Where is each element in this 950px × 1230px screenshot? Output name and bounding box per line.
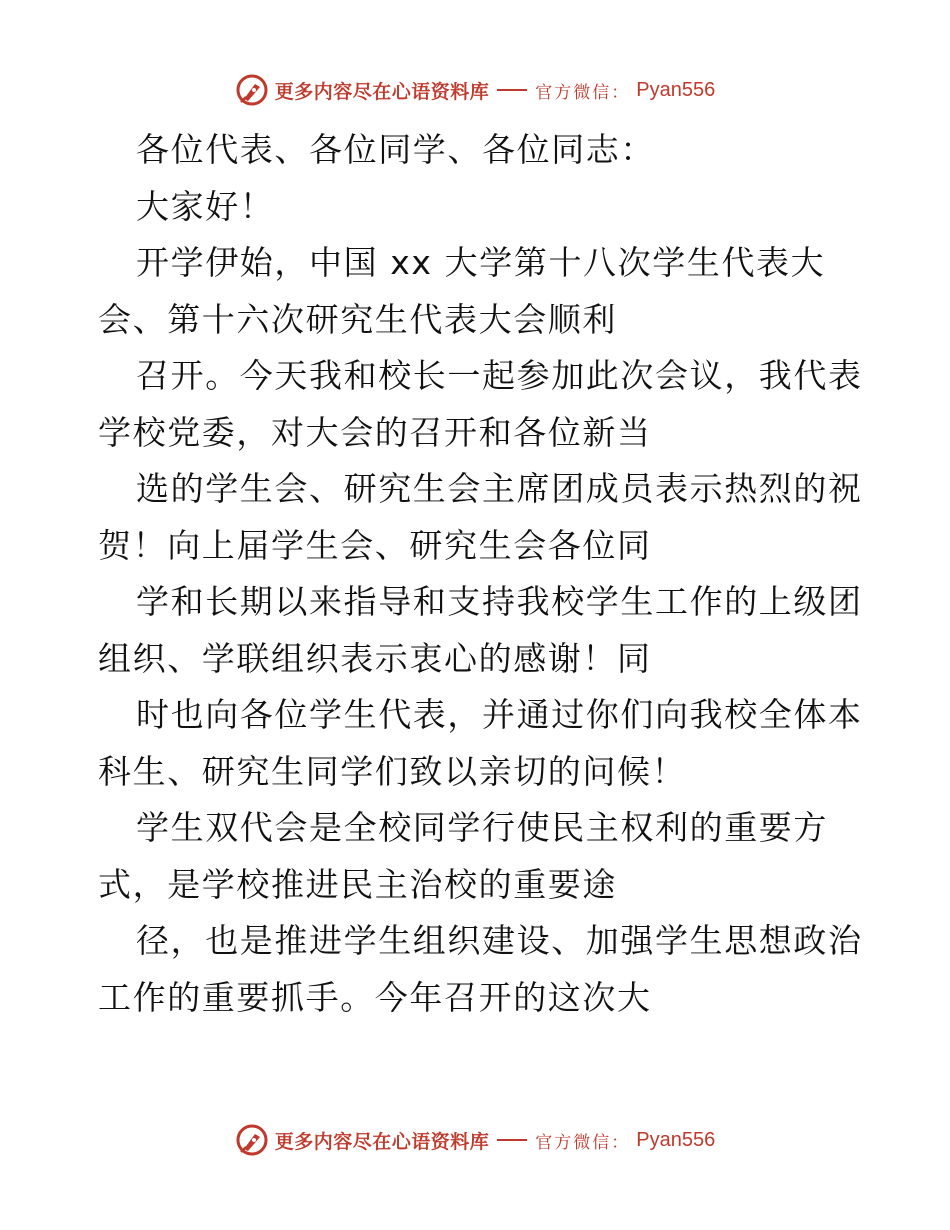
banner-brand-text: 更多内容尽在心语资料库 [274, 1130, 490, 1153]
banner-wechat-id: Pyan556 [636, 1128, 716, 1151]
pen-nib-logo-icon [235, 73, 269, 107]
body-line: 会、第十六次研究生代表大会顺利 [98, 299, 617, 339]
banner-dash [497, 1139, 527, 1141]
speech-body [98, 122, 863, 1026]
body-line: 开学伊始，中国 xx 大学第十八次学生代表大 [136, 243, 826, 282]
body-line: 工作的重要抓手。今年召开的这次大 [98, 977, 652, 1017]
banner-wechat-label: 官方微信： [535, 82, 631, 103]
pen-nib-logo-icon [235, 1123, 269, 1157]
body-line: 时也向各位学生代表，并通过你们向我校全体本 [136, 695, 863, 734]
header-banner [0, 70, 950, 110]
body-line: 贺！向上届学生会、研究生会各位同 [98, 525, 652, 565]
body-line: 学生双代会是全校同学行使民主权利的重要方 [136, 808, 828, 847]
body-line: 组织、学联组织表示衷心的感谢！同 [98, 638, 652, 678]
body-line: 召开。今天我和校长一起参加此次会议，我代表 [136, 356, 863, 395]
body-line: 径，也是推进学生组织建设、加强学生思想政治 [136, 921, 863, 960]
body-line: 大家好！ [136, 186, 275, 226]
body-line: 学校党委，对大会的召开和各位新当 [98, 412, 652, 452]
banner-wechat-id: Pyan556 [636, 78, 716, 101]
body-line: 学和长期以来指导和支持我校学生工作的上级团 [136, 582, 863, 621]
body-line: 选的学生会、研究生会主席团成员表示热烈的祝 [136, 469, 863, 508]
body-line: 科生、研究生同学们致以亲切的问候！ [98, 751, 687, 791]
banner-brand-text: 更多内容尽在心语资料库 [274, 80, 490, 103]
body-line: 式，是学校推进民主治校的重要途 [98, 864, 617, 904]
body-line: 各位代表、各位同学、各位同志： [136, 130, 655, 169]
banner-wechat-label: 官方微信： [535, 1132, 631, 1153]
footer-banner [0, 1120, 950, 1160]
banner-dash [497, 89, 527, 91]
